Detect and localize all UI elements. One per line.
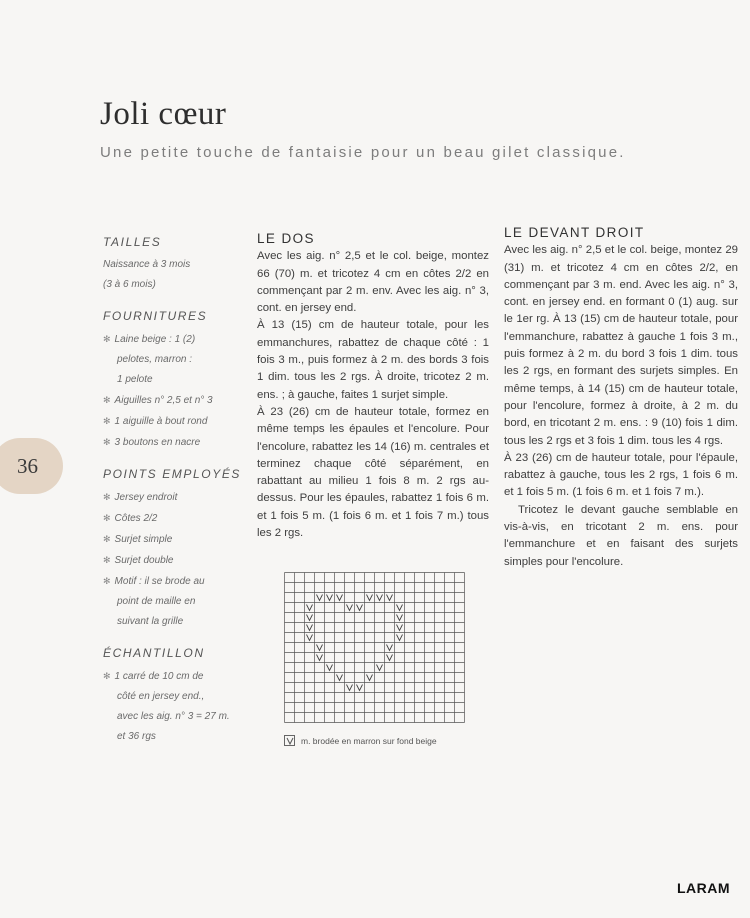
heart-stitch-mark — [397, 605, 403, 611]
dos-heading: LE DOS — [257, 231, 315, 246]
heart-stitch-mark — [397, 635, 403, 641]
sidebar — [103, 235, 243, 761]
sidebar-line: côté en jersey end., — [117, 691, 205, 702]
heart-stitch-mark — [327, 665, 333, 671]
devant-column — [504, 224, 738, 571]
section-heading: TAILLES — [103, 235, 162, 249]
v-mark-icon — [284, 735, 295, 746]
heart-stitch-mark — [327, 595, 333, 601]
section-heading: POINTS EMPLOYÉS — [103, 467, 242, 481]
heart-stitch-mark — [357, 685, 363, 691]
heart-stitch-mark — [367, 675, 373, 681]
heart-stitch-mark — [367, 595, 373, 601]
sidebar-line: ✻ Laine beige : 1 (2) — [103, 329, 243, 350]
devant-paragraph: Avec les aig. n° 2,5 et le col. beige, montez 29 (31) m. et tricotez 4 cm en côtes 2/2, en commençant par 3 m. end. Avec les aig. n° 3, cont. en jersey end. en formant 0 (1) aug. sur le 1er rg. À 13 (15) cm de hauteur totale, pour l'emmanchure, rabattez à gauche 1 fois 3 m., puis formez à 2 m. du bord 3 fois 1 dim. tous les 2 rgs, en formant des surjets simples. En même temps, à 14 (15) cm de hauteur totale, pour l'encolure, formez à droite, à 2 m. du bord, en tricotant 2 m. ens. : 9 (10) fois 1 dim. tous les 2 rgs et 3 fois 1 dim. tous les 4 rgs. — [504, 244, 738, 447]
dos-paragraph: À 23 (26) cm de hauteur totale, formez en même temps les épaules et l'encolure. Pour l'encolure, rabattez les 14 (16) m. centrales et terminez chaque côté séparément, en rabattant au milieu 1 fois 8 m. 2 rgs au-dessus. Pour les épaules, rabattez 1 fois 6 m. et 1 fois 5 m. (1 fois 6 m. et 1 fois 7 m.) tous les 2 rgs. — [257, 405, 489, 540]
heart-stitch-mark — [397, 615, 403, 621]
sidebar-line: ✻ Côtes 2/2 — [103, 508, 243, 529]
heart-chart — [284, 572, 465, 728]
devant-heading: LE DEVANT DROIT — [504, 225, 645, 240]
heart-stitch-mark — [377, 665, 383, 671]
page-subtitle: Une petite touche de fantaisie pour un beau gilet classique. — [100, 144, 626, 161]
sidebar-line: ✻ 1 carré de 10 cm de — [103, 666, 243, 687]
sidebar-line: point de maille en — [117, 596, 196, 607]
page-number: 36 — [17, 453, 38, 478]
sidebar-line: ✻ Surjet double — [103, 550, 243, 571]
heart-stitch-mark — [317, 655, 323, 661]
sidebar-line: Naissance à 3 mois — [103, 259, 191, 270]
heart-stitch-mark — [377, 595, 383, 601]
dos-column — [257, 230, 489, 542]
sidebar-line: ✻ Surjet simple — [103, 529, 243, 550]
section-heading: ÉCHANTILLON — [103, 646, 205, 660]
heart-stitch-mark — [387, 595, 393, 601]
heart-stitch-mark — [387, 645, 393, 651]
sidebar-line: avec les aig. n° 3 = 27 m. — [117, 711, 230, 722]
sidebar-line: suivant la grille — [117, 616, 184, 627]
heart-stitch-mark — [397, 625, 403, 631]
sidebar-line: ✻ 1 aiguille à bout rond — [103, 411, 243, 432]
legend-text: m. brodée en marron sur fond beige — [301, 735, 437, 746]
heart-stitch-mark — [387, 655, 393, 661]
sidebar-line: pelotes, marron : — [117, 354, 193, 365]
heart-stitch-mark — [337, 675, 343, 681]
heart-stitch-mark — [307, 615, 313, 621]
section-points — [103, 467, 243, 632]
heart-stitch-mark — [337, 595, 343, 601]
dos-paragraph: Avec les aig. n° 2,5 et le col. beige, montez 66 (70) m. et tricotez 4 cm en côtes 2/2 en commençant par 2 m. env. Avec les aig. n° 3, cont. en jersey end. — [257, 250, 489, 315]
section-tailles — [103, 235, 243, 295]
heart-stitch-mark — [347, 685, 353, 691]
chart-legend — [284, 735, 437, 746]
heart-stitch-mark — [307, 635, 313, 641]
echantillon-list — [103, 666, 243, 747]
dos-paragraph: À 13 (15) cm de hauteur totale, pour les emmanchures, rabattez de chaque côté : 1 fois 3 m., puis formez à 2 m. des bords 3 fois 1 dim. tous les 2 rgs. À droite, tricotez 2 m. ens. ; à gauche, faites 1 surjet simple. — [257, 319, 489, 401]
sidebar-line: (3 à 6 mois) — [103, 279, 156, 290]
page-title: Joli cœur — [100, 96, 227, 132]
sidebar-line: ✻ Aiguilles n° 2,5 et n° 3 — [103, 390, 243, 411]
footer-brand: LARAM — [676, 880, 730, 896]
fournitures-list — [103, 329, 243, 453]
section-echantillon — [103, 646, 243, 747]
points-list — [103, 487, 243, 632]
sidebar-line: ✻ Jersey endroit — [103, 487, 243, 508]
section-heading: FOURNITURES — [103, 309, 208, 323]
devant-paragraph: À 23 (26) cm de hauteur totale, pour l'épaule, rabattez à gauche, tous les 2 rgs, 1 fois 6 m. et 1 fois 5 m. (1 fois 6 m. et 1 fois 7 m.). — [504, 451, 738, 499]
heart-stitch-mark — [307, 605, 313, 611]
sidebar-line: ✻ 3 boutons en nacre — [103, 432, 243, 453]
heart-stitch-mark — [347, 605, 353, 611]
section-fournitures — [103, 309, 243, 453]
devant-paragraph: Tricotez le devant gauche semblable en vis-à-vis, en tricotant 2 m. ens. pour l'emmanchure et en faisant des surjets simples pour l'encolure. — [504, 503, 738, 568]
heart-stitch-mark — [357, 605, 363, 611]
sidebar-line: et 36 rgs — [117, 731, 156, 742]
heart-chart-grid — [284, 572, 465, 723]
page-number-badge — [0, 438, 63, 494]
sidebar-line: 1 pelote — [117, 374, 153, 385]
heart-stitch-mark — [317, 595, 323, 601]
sidebar-line: ✻ Motif : il se brode au — [103, 571, 243, 592]
heart-stitch-mark — [317, 645, 323, 651]
heart-stitch-mark — [307, 625, 313, 631]
